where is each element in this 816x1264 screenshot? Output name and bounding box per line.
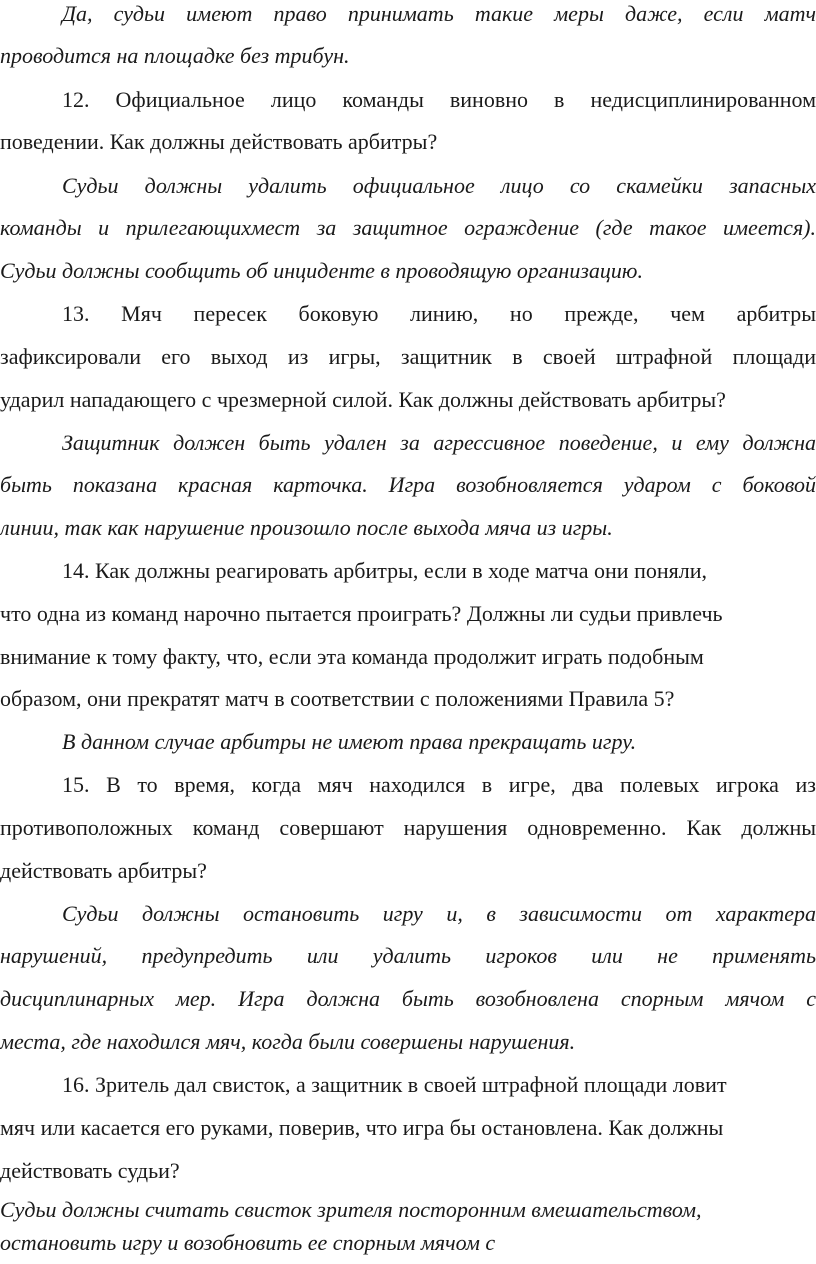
text-line: противоположных команд совершают нарушения одновременно. Как должны — [0, 815, 816, 840]
text-line: 15. В то время, когда мяч находился в игре, два полевых игрока из — [62, 772, 816, 797]
text-line: линии, так как нарушение произошло после выхода мяча из игры. — [0, 515, 613, 540]
text-line: Судьи должны остановить игру и, в зависимости от характера — [62, 901, 816, 926]
text-line: действовать арбитры? — [0, 858, 207, 883]
text-line: 16. Зритель дал свисток, а защитник в своей штрафной площади ловит — [62, 1072, 727, 1097]
text-line: мяч или касается его руками, поверив, что игра бы остановлена. Как должны — [0, 1115, 724, 1140]
text-line: остановить игру и возобновить ее спорным мячом с — [0, 1230, 496, 1255]
text-line: 14. Как должны реагировать арбитры, если в ходе матча они поняли, — [62, 558, 707, 583]
text-line: что одна из команд нарочно пытается проиграть? Должны ли судьи привлечь — [0, 601, 723, 626]
text-line: Судьи должны удалить официальное лицо со скамейки запасных — [62, 173, 816, 198]
text-line: Защитник должен быть удален за агрессивное поведение, и ему должна — [62, 430, 816, 455]
text-line: 13. Мяч пересек боковую линию, но прежде, чем арбитры — [62, 301, 816, 326]
text-line: Судьи должны сообщить об инциденте в проводящую организацию. — [0, 258, 643, 283]
text-line: команды и прилегающихмест за защитное ограждение (где такое имеется). — [0, 215, 816, 240]
text-line: поведении. Как должны действовать арбитры? — [0, 129, 438, 154]
text-line: проводится на площадке без трибун. — [0, 43, 350, 68]
text-line: действовать судьи? — [0, 1158, 180, 1183]
text-line: Да, судьи имеют право принимать такие меры даже, если матч — [62, 1, 816, 26]
text-line: 12. Официальное лицо команды виновно в недисциплинированном — [62, 87, 816, 112]
text-line: ударил нападающего с чрезмерной силой. Как должны действовать арбитры? — [0, 387, 726, 412]
text-line: Судьи должны считать свисток зрителя посторонним вмешательством, — [0, 1197, 702, 1222]
text-line: места, где находился мяч, когда были совершены нарушения. — [0, 1029, 576, 1054]
text-line: быть показана красная карточка. Игра возобновляется ударом с боковой — [0, 472, 816, 497]
text-line: зафиксировали его выход из игры, защитник в своей штрафной площади — [0, 344, 816, 369]
text-line: внимание к тому факту, что, если эта команда продолжит играть подобным — [0, 644, 704, 669]
text-line: образом, они прекратят матч в соответствии с положениями Правила 5? — [0, 686, 675, 711]
text-line: дисциплинарных мер. Игра должна быть возобновлена спорным мячом с — [0, 986, 816, 1011]
text-line: нарушений, предупредить или удалить игроков или не применять — [0, 943, 816, 968]
text-line: В данном случае арбитры не имеют права прекращать игру. — [62, 729, 637, 754]
